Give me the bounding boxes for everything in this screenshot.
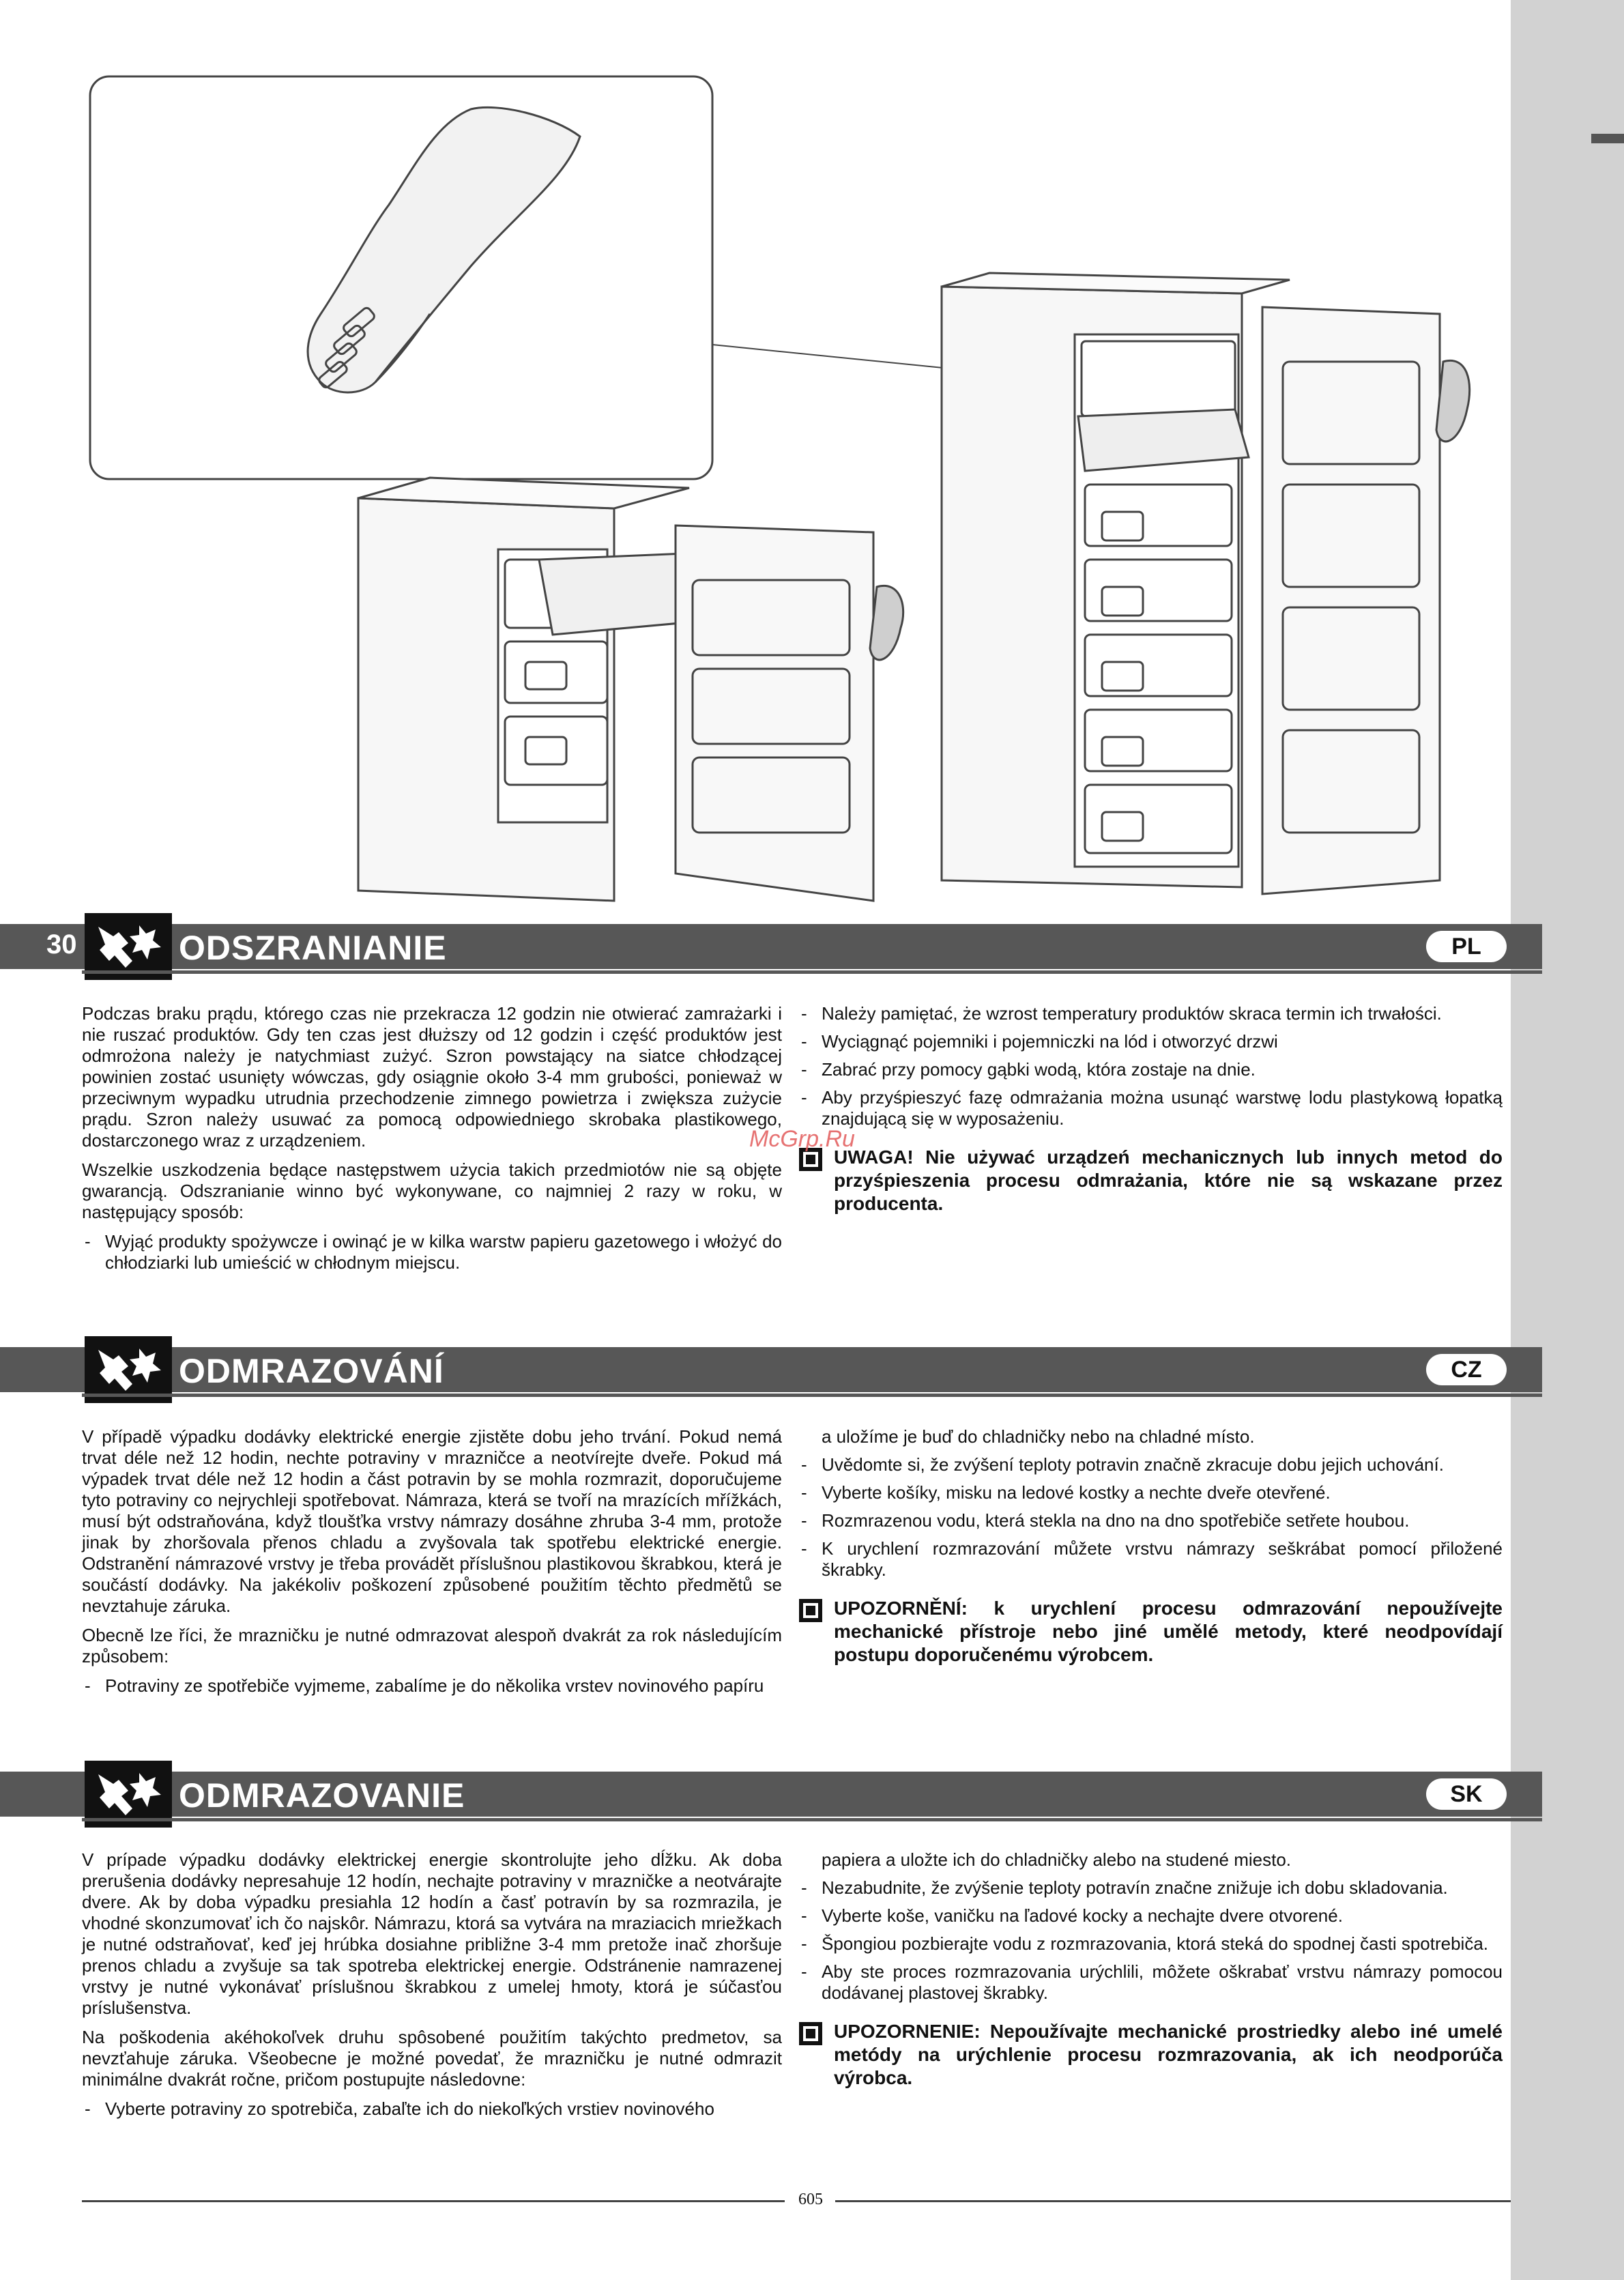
small-freezer-drawing xyxy=(358,478,903,901)
warning-box xyxy=(798,1597,1503,1666)
bullet-item: - K urychlení rozmrazování můžete vrstvu námrazy seškrábat pomocí přiložené škrabky. xyxy=(798,1538,1503,1581)
paragraph: Na poškodenia akéhokoľvek druhu spôsobené použitím takýchto predmetov, sa nevzťahuje záruka. Všeobecne je možné povedať, že mrazničku je nutné odmrazit minimálne dvakrát ročne, pričom postupujte následovne: xyxy=(82,2027,782,2090)
bullet-item: - Aby przyśpieszyć fazę odmrażania można usunąć warstwę lodu plastykową łopatką znajdującą się w wyposażeniu. xyxy=(798,1087,1503,1129)
bullet-item: - Potraviny ze spotřebiče vyjmeme, zabalíme je do několika vrstev novinového papíru xyxy=(82,1675,782,1697)
footer-rule-left xyxy=(82,2200,785,2202)
section-header-sk xyxy=(0,1772,1542,1817)
scraper-icon xyxy=(308,107,580,392)
warning-text: UPOZORNĚNÍ: k urychlení procesu odmrazování nepoužívejte mechanické přístroje nebo jiné umělé metody, které neodpovídají postupu doporučenému výrobcem. xyxy=(834,1598,1503,1665)
warning-text: UWAGA! Nie używać urządzeń mechanicznych lub innych metod do przyśpieszenia procesu odmrażania, które nie są wskazane przez producenta. xyxy=(834,1146,1503,1214)
paragraph: Obecně lze říci, že mrazničku je nutné odmrazovat alespoň dvakrát za rok následujícím způsobem: xyxy=(82,1625,782,1666)
tall-freezer-drawing xyxy=(942,273,1470,894)
bullet-item: - Aby ste proces rozmrazovania urýchlili, môžete oškrabať vrstvu námrazy pomocou dodávanej plastovej škrabky. xyxy=(798,1961,1503,2004)
cz-right-column xyxy=(798,1426,1503,1666)
paragraph: V prípade výpadku dodávky elektrickej energie skontrolujte jeho dĺžku. Ak doba prerušenia dodávky nepresahuje 12 hodín, nechajte potraviny v mrazničke a neotvárajte dvere. Ak by doba výpadku presiahla 12 hodín a časť potravín by sa rozmrazila, je vhodné skonzumovať ich čo najskôr. Námrazu, ktorá sa vytvára na mraziacich mriežkach je nutné odstraňovať, keď jej hrúbka dosiahne približne 3-4 mm pretože inač zhoršuje prenos chladu a zvyšuje sa tak spotreba elektrickej energie. Odstránenie namrazenej vrstvy je nutné vykonávať príslušnou škrabkou z umelej hmoty, ktorá je súčasťou príslušenstva. xyxy=(82,1849,782,2018)
bullet-continuation: papiera a uložte ich do chladničky alebo na studené miesto. xyxy=(822,1849,1291,1870)
pl-left-column xyxy=(82,1003,782,1280)
bullet-item: - Zabrać przy pomocy gąbki wodą, która zostaje na dnie. xyxy=(798,1059,1503,1080)
side-strip xyxy=(1511,0,1624,2280)
paragraph: Podczas braku prądu, którego czas nie przekracza 12 godzin nie otwierać zamrażarki i nie ruszać produktów. Gdy ten czas jest dłuższy od 12 godzin i część produktów jest odmrożona należy je natychmiast zużyć. Szron powstający na siatce chłodzącej powinien zostać usunięty wówczas, gdy osiągnie około 3-4 mm grubości, ponieważ w przeciwnym wypadku utrudnia przechodzenie zimnego powietrza i zwiększa zużycie prądu. Szron należy usuwać za pomocą odpowiedniego skrobaka plastikowego, dostarczonego wraz z urządzeniem. xyxy=(82,1003,782,1151)
cz-left-column xyxy=(82,1426,782,1703)
side-tab-marker xyxy=(1591,134,1624,143)
section-title: ODSZRANIANIE xyxy=(179,929,447,967)
bullet-item: - Uvědomte si, že zvýšení teploty potravin značně zkracuje dobu jejich uchování. xyxy=(798,1454,1503,1475)
warning-icon xyxy=(798,1598,823,1623)
paragraph: V případě výpadku dodávky elektrické energie zjistěte dobu jeho trvání. Pokud nemá trvat déle než 12 hodin, nechte potraviny v mrazničce a neotvírejte dveře. Pokud má výpadek trvat déle než 12 hodin a část potravin by se mohla rozmrazit, doporučujeme tyto potraviny co nejrychleji spotřebovat. Námraza, která se tvoří na mrazících mřížkách, musí být odstraňována, když tloušťka vrstvy námrazy dosáhne zhruba 3-4 mm, protože jinak by zhoršovala přenos chladu a zvyšovala tak spotřebu elektrické energie. Odstranění námrazové vrstvy je třeba provádět příslušnou plastikovou škrabkou, která je součástí dodávky. Na jakékoliv poškození způsobené použitím těchto předmětů se nevztahuje záruka. xyxy=(82,1426,782,1616)
sk-right-column xyxy=(798,1849,1503,2090)
warning-text: UPOZORNENIE: Nepoužívajte mechanické prostriedky alebo iné umelé metódy na urýchlenie procesu rozmrazovania, ak ich neodporúča výrobca. xyxy=(834,2021,1503,2088)
lang-badge: SK xyxy=(1426,1778,1507,1810)
pl-right-column xyxy=(798,1003,1503,1215)
page-number: 30 xyxy=(46,929,77,959)
warning-box xyxy=(798,1146,1503,1215)
bullet-item: - Vyberte košíky, misku na ledové kostky a nechte dveře otevřené. xyxy=(798,1482,1503,1503)
lang-badge: CZ xyxy=(1426,1354,1507,1385)
lang-badge: PL xyxy=(1426,931,1507,962)
section-divider xyxy=(82,1394,1542,1397)
bullet-item: - Nezabudnite, že zvýšenie teploty potravín značne znižuje ich dobu skladovania. xyxy=(798,1877,1503,1899)
bullet-item: - Vyberte koše, vaničku na ľadové kocky a nechajte dvere otvorené. xyxy=(798,1905,1503,1927)
bullet-item: - Wyjąć produkty spożywcze i owinąć je w kilka warstw papieru gazetowego i włożyć do chłodziarki lub umieścić w chłodnym miejscu. xyxy=(82,1231,782,1273)
bullet-item: - Vyberte potraviny zo spotrebiča, zabaľte ich do niekoľkých vrstiev novinového xyxy=(82,2098,782,2120)
freezer-illustration xyxy=(75,61,1508,908)
warning-icon xyxy=(798,2021,823,2046)
section-title: ODMRAZOVÁNÍ xyxy=(179,1352,444,1390)
section-header-cz xyxy=(0,1347,1542,1392)
watermark: McGrp.Ru xyxy=(749,1126,855,1152)
bullet-item: - Rozmrazenou vodu, která stekla na dno na dno spotřebiče setřete houbou. xyxy=(798,1510,1503,1531)
bullet-item: - Należy pamiętać, że wzrost temperatury produktów skraca termin ich trwałości. xyxy=(798,1003,1503,1024)
section-header-pl xyxy=(0,924,1542,969)
footer-page-number: 605 xyxy=(798,2191,823,2208)
warning-box xyxy=(798,2020,1503,2090)
section-divider xyxy=(82,1818,1542,1821)
paragraph: Wszelkie uszkodzenia będące następstwem użycia takich przedmiotów nie są objęte gwarancją. Odszranianie winno być wykonywane, co najmniej 2 razy w roku, w następujący sposób: xyxy=(82,1159,782,1222)
footer-rule-right xyxy=(835,2200,1511,2202)
sk-left-column xyxy=(82,1849,782,2126)
section-divider xyxy=(82,970,1542,974)
section-title: ODMRAZOVANIE xyxy=(179,1776,465,1815)
bullet-continuation: a uložíme je buď do chladničky nebo na chladné místo. xyxy=(822,1426,1255,1447)
bullet-item: - Špongiou pozbierajte vodu z rozmrazovania, ktorá steká do spodnej časti spotrebiča. xyxy=(798,1933,1503,1954)
bullet-item: - Wyciągnąć pojemniki i pojemniczki na lód i otworzyć drzwi xyxy=(798,1031,1503,1052)
